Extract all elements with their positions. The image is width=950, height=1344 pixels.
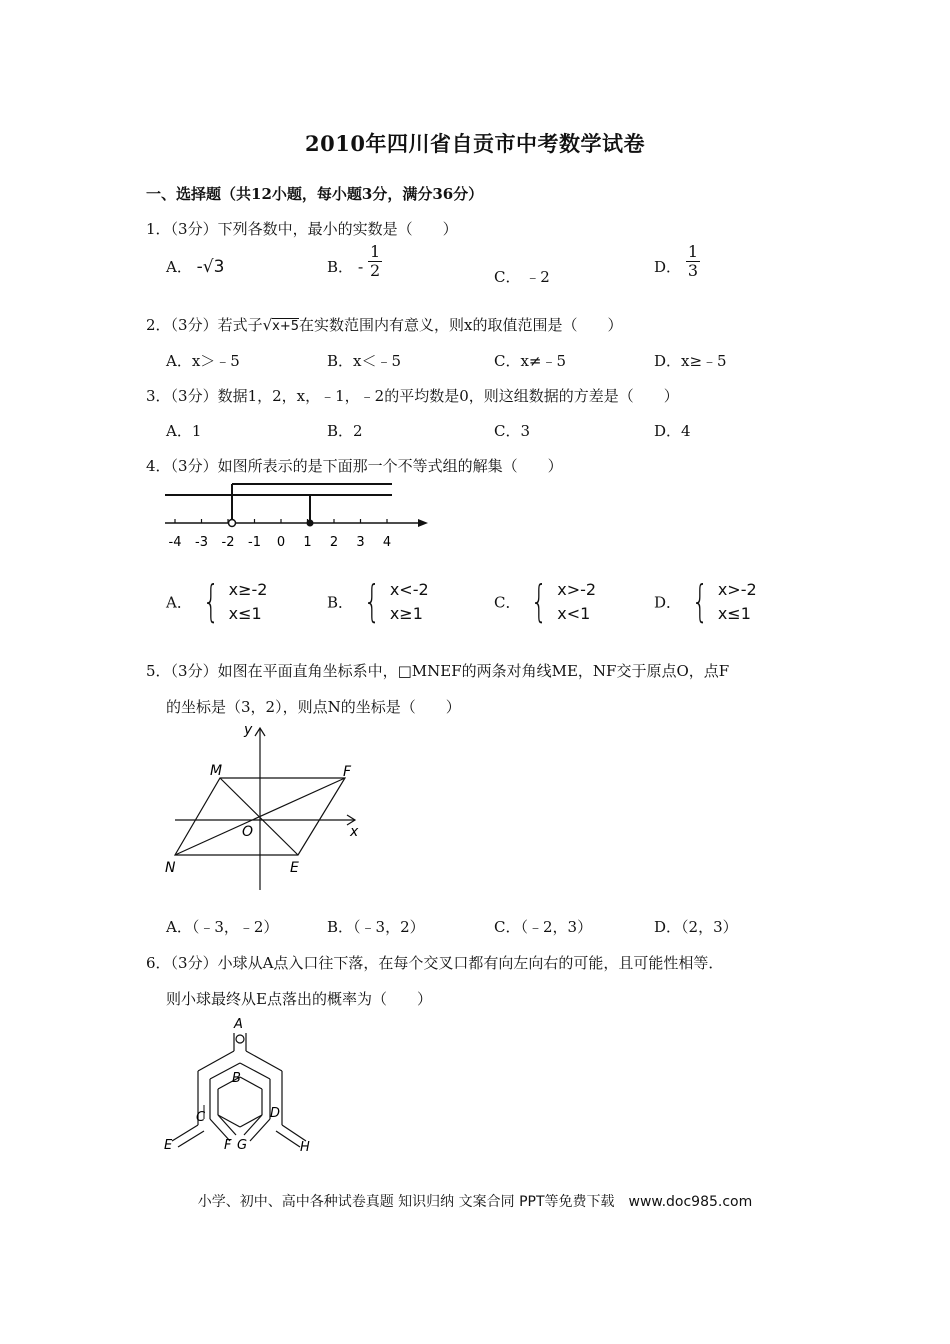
q1-option-a-value: -√3 <box>196 257 225 277</box>
section-heading: 一、选择题（共12小题，每小题3分，满分36分） <box>146 185 484 203</box>
axis-tick-label: -3 <box>195 535 208 550</box>
brace-icon: { <box>691 576 709 627</box>
q1-option-a-label: A． <box>166 258 192 276</box>
number-line-figure <box>160 478 440 556</box>
q4-option-a-label: A． <box>166 593 192 612</box>
q1-option-b-denominator: 2 <box>370 260 381 280</box>
label-d: D <box>270 1106 281 1121</box>
brace-icon: { <box>202 576 220 627</box>
q3-option-d: D．4 <box>654 422 691 440</box>
q2-option-d: D．x≥﹣5 <box>654 352 727 370</box>
label-c: C <box>196 1110 206 1125</box>
q1-option-b-sign: - <box>357 258 364 276</box>
q3-option-a: A．1 <box>166 422 202 440</box>
q1-option-b <box>327 241 382 280</box>
y-axis-label: y <box>244 722 253 738</box>
q1-option-c <box>494 266 550 287</box>
q5-option-d: D．（2，3） <box>654 918 738 936</box>
q4-option-d-label: D． <box>654 593 682 612</box>
q1-option-b-numerator: 1 <box>370 241 381 261</box>
axis-arrow-icon <box>418 519 428 527</box>
axis-tick-label: -4 <box>168 535 182 550</box>
channel-outline <box>172 1033 306 1147</box>
q4-c-line1: x>-2 <box>557 580 597 599</box>
open-point-icon <box>229 520 236 527</box>
q4-d-line2: x≤1 <box>717 604 751 623</box>
origin-label: O <box>242 824 254 840</box>
label-f: F <box>224 1138 232 1153</box>
q4-option-c <box>494 578 596 626</box>
q4-option-d-system <box>686 578 757 626</box>
q4-b-line1: x<-2 <box>389 580 429 599</box>
q3-option-b: B．2 <box>327 422 363 440</box>
label-e: E <box>164 1138 173 1153</box>
question-2-stem <box>146 314 622 335</box>
q4-option-a-system <box>197 578 268 626</box>
q1-option-d-numerator: 1 <box>687 241 698 261</box>
q2-option-c: C．x≠﹣5 <box>494 352 567 370</box>
question-6-stem-line1: 6．（3分）小球从A点入口往下落，在每个交叉口都有向左向右的可能，且可能性相等． <box>146 954 724 972</box>
axis-tick-label: 3 <box>356 535 365 550</box>
q1-option-d-label: D． <box>654 258 682 276</box>
q2-option-a: A．x＞﹣5 <box>166 352 240 370</box>
brace-icon: { <box>530 576 548 627</box>
q3-option-c: C．3 <box>494 422 531 440</box>
q4-d-line1: x>-2 <box>717 580 757 599</box>
q4-option-b-label: B． <box>327 593 354 612</box>
q5-option-a: A．（﹣3，﹣2） <box>166 918 279 936</box>
axis-tick-label: -1 <box>248 535 261 550</box>
question-5-stem-line2: 的坐标是（3，2），则点N的坐标是（ ） <box>166 698 461 716</box>
q4-option-c-system <box>525 578 596 626</box>
q2-stem-post: 在实数范围内有意义，则x的取值范围是（ ） <box>299 316 623 334</box>
point-e-label: E <box>290 860 299 876</box>
axis-tick-label: 1 <box>303 535 312 550</box>
point-m-label: M <box>210 763 223 779</box>
q4-option-b-system <box>358 578 429 626</box>
x-axis-label: x <box>350 824 359 840</box>
q1-option-b-fraction <box>368 243 382 280</box>
question-6-stem-line2: 则小球最终从E点落出的概率为（ ） <box>166 990 432 1008</box>
axis-tick-label: -2 <box>221 535 235 550</box>
q4-option-d <box>654 578 757 626</box>
q1-option-c-value: ﹣2 <box>525 268 550 286</box>
q1-option-d-fraction <box>686 243 700 280</box>
axis-tick-label: 2 <box>329 535 339 550</box>
point-f-label: F <box>343 764 352 780</box>
label-h: H <box>300 1140 310 1155</box>
page-title: 2010年四川省自贡市中考数学试卷 <box>305 131 645 156</box>
label-a: A <box>234 1017 243 1032</box>
q4-a-line2: x≤1 <box>228 604 262 623</box>
q2-radicand: x+5 <box>272 319 300 334</box>
q4-option-b <box>327 578 429 626</box>
q5-option-c: C．（﹣2，3） <box>494 918 593 936</box>
closed-point-icon <box>307 520 314 527</box>
parallelogram-figure <box>160 720 370 895</box>
q4-c-line2: x<1 <box>557 604 591 623</box>
ball-path-figure <box>158 1015 328 1160</box>
q2-option-b: B．x＜﹣5 <box>327 352 402 370</box>
q1-option-d-denominator: 3 <box>687 260 698 280</box>
question-3-stem: 3．（3分）数据1，2，x，﹣1，﹣2的平均数是0，则这组数据的方差是（ ） <box>146 387 679 405</box>
question-5-stem-line1: 5．（3分）如图在平面直角坐标系中，□MNEF的两条对角线ME，NF交于原点O，点F <box>146 662 730 680</box>
q1-option-d <box>654 241 700 280</box>
axis-tick-label: 0 <box>276 535 286 550</box>
q4-b-line2: x≥1 <box>389 604 423 623</box>
q5-option-b: B．（﹣3，2） <box>327 918 425 936</box>
point-n-label: N <box>165 860 176 876</box>
q1-option-c-label: C． <box>494 268 521 286</box>
q4-option-a <box>166 578 267 626</box>
q4-a-line1: x≥-2 <box>228 580 268 599</box>
q1-option-a <box>166 256 224 277</box>
question-4-stem: 4．（3分）如图所表示的是下面那一个不等式组的解集（ ） <box>146 457 563 475</box>
q4-option-c-label: C． <box>494 593 521 612</box>
radical-sign: √ <box>262 316 273 334</box>
brace-icon: { <box>363 576 381 627</box>
q1-option-b-label: B． <box>327 258 354 276</box>
ball-icon <box>236 1035 244 1043</box>
label-b: B <box>232 1071 241 1086</box>
q2-stem-pre: 2．（3分）若式子 <box>146 316 263 334</box>
question-1-stem: 1．（3分）下列各数中，最小的实数是（ ） <box>146 220 458 238</box>
label-g: G <box>237 1138 248 1153</box>
footer-text: 小学、初中、高中各种试卷真题 知识归纳 文案合同 PPT等免费下载 www.doc985.com <box>197 1194 753 1210</box>
axis-tick-label: 4 <box>382 535 392 550</box>
